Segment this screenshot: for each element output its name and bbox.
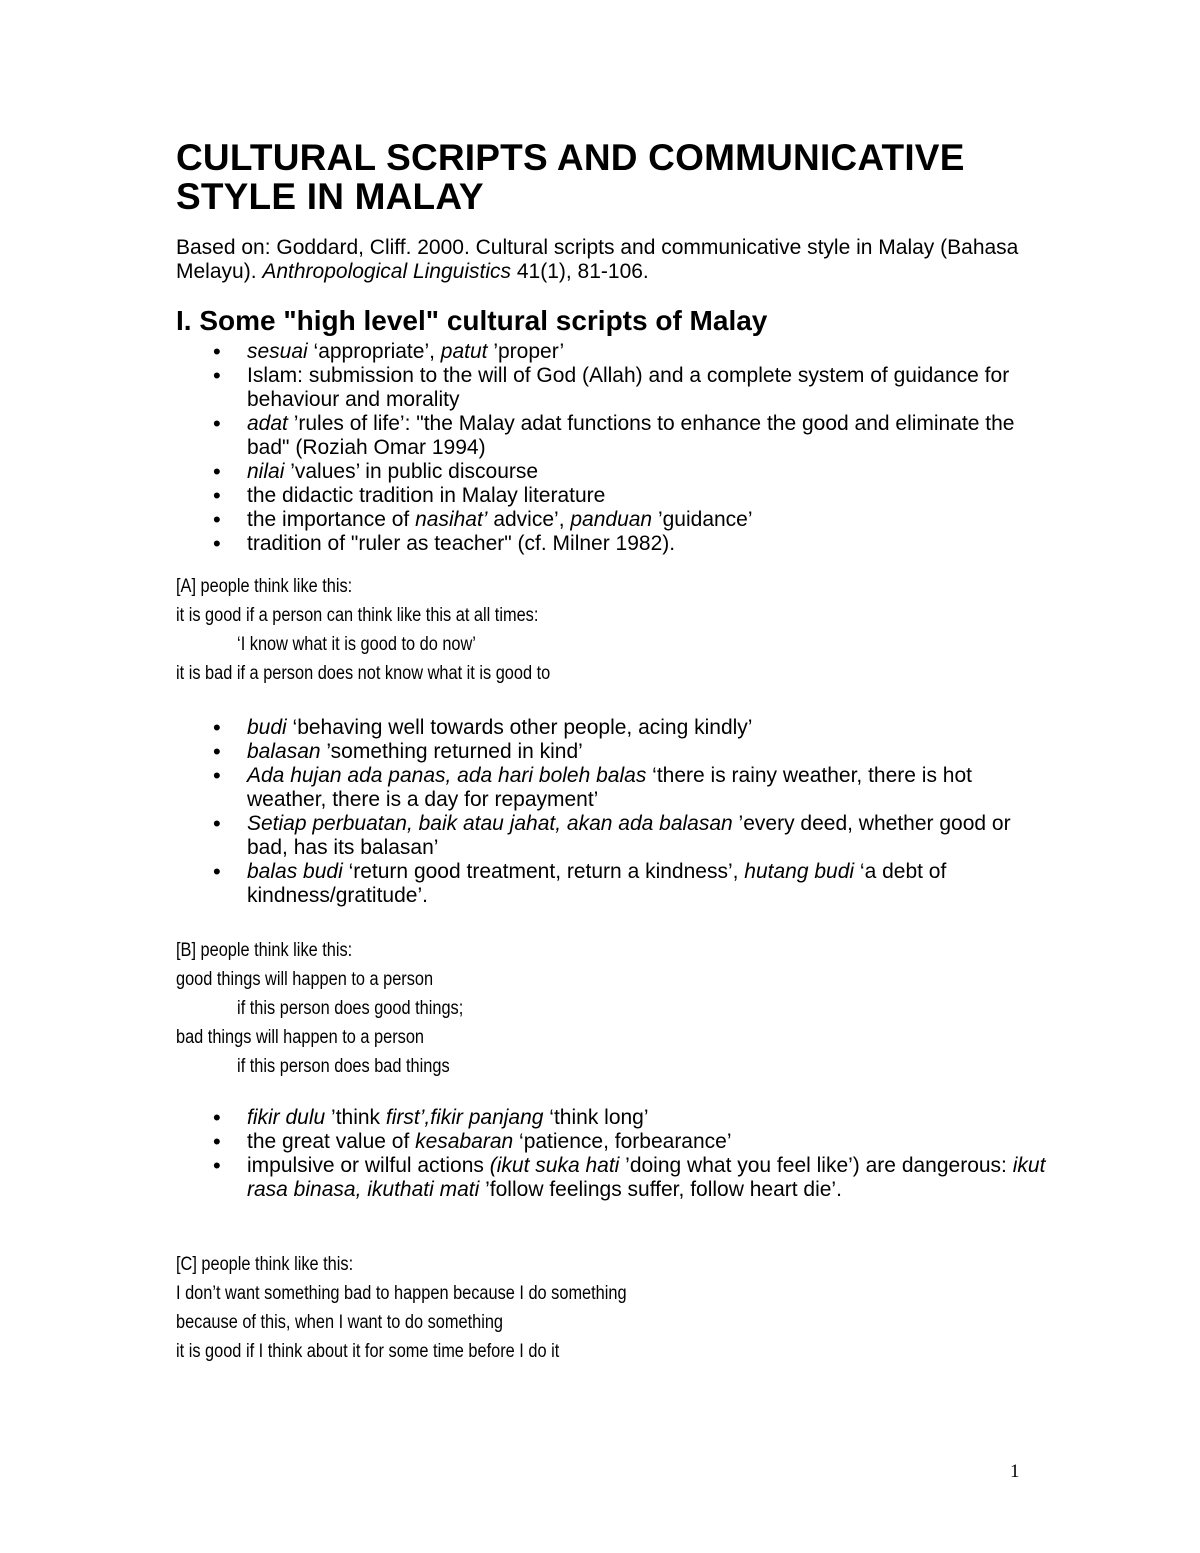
citation-prefix: Based on: Goddard, Cliff. 2000. Cultural scripts and communicative style in Malay (Bahasa Melayu). (176, 236, 1019, 283)
bullet-icon: • (213, 1153, 221, 1178)
bullet-icon: • (213, 459, 221, 484)
script-line: I don’t want something bad to happen because I do something (176, 1283, 627, 1304)
list-item-text: tradition of "ruler as teacher" (cf. Milner 1982). (247, 532, 676, 555)
malay-term: ikut rasa binasa, ikuthati mati (247, 1154, 1046, 1201)
list-item (176, 484, 1056, 508)
list-item-text: ’follow feelings suffer, follow heart die’. (479, 1178, 842, 1201)
citation-journal: Anthropological Linguistics (262, 260, 512, 283)
bullet-icon: • (213, 763, 221, 788)
malay-term: balasan (247, 740, 321, 763)
bullet-icon: • (213, 859, 221, 884)
malay-term: patut (440, 340, 488, 363)
bullet-list-fikir (176, 1106, 1056, 1202)
script-line: it is good if a person can think like this at all times: (176, 605, 539, 626)
list-item-text: ’something returned in kind’ (320, 740, 583, 763)
script-line: if this person does bad things (237, 1056, 450, 1077)
page-number: 1 (1010, 1461, 1020, 1482)
list-item (176, 1154, 1056, 1202)
script-c (176, 1250, 933, 1366)
bullet-icon: • (213, 363, 221, 388)
list-item (176, 508, 1056, 532)
script-line: it is bad if a person does not know what it is good to (176, 663, 551, 684)
list-item-text: ‘a debt of kindness/gratitude’. (247, 860, 947, 907)
bullet-icon: • (213, 1129, 221, 1154)
list-item (176, 812, 1056, 860)
list-item-text: the didactic tradition in Malay literature (247, 484, 606, 507)
bullet-icon: • (213, 483, 221, 508)
bullet-icon: • (213, 811, 221, 836)
list-item (176, 340, 1056, 364)
list-item-text: ‘think long’ (543, 1106, 649, 1129)
list-item-text: ’values’ in public discourse (284, 460, 539, 483)
script-line: good things will happen to a person (176, 969, 434, 990)
bullet-icon: • (213, 507, 221, 532)
list-item-text: ’think (325, 1106, 386, 1129)
bullet-icon: • (213, 715, 221, 740)
list-item (176, 1130, 1056, 1154)
bullet-list-budi (176, 716, 1056, 908)
malay-term: first’,fikir panjang (385, 1106, 544, 1129)
malay-term: Setiap perbuatan, baik atau jahat, akan ada balasan (247, 812, 733, 835)
citation (176, 236, 1036, 284)
list-item-text: the great value of (247, 1130, 416, 1153)
list-item (176, 716, 1056, 740)
list-item-text: advice’, (487, 508, 571, 531)
list-item-text: Islam: submission to the will of God (Allah) and a complete system of guidance for behaviour and morality (247, 364, 1010, 411)
malay-term: sesuai (247, 340, 308, 363)
list-item-text: ‘patience, forbearance’ (513, 1130, 732, 1153)
malay-term: kesabaran (415, 1130, 514, 1153)
script-line: if this person does good things; (237, 998, 464, 1019)
list-item (176, 764, 1056, 812)
list-item (176, 860, 1056, 908)
malay-term: Ada hujan ada panas, ada hari boleh balas (247, 764, 647, 787)
script-line: [A] people think like this: (176, 576, 353, 597)
list-item (176, 412, 1056, 460)
bullet-icon: • (213, 1105, 221, 1130)
script-line: ‘I know what it is good to do now’ (237, 634, 476, 655)
bullet-icon: • (213, 531, 221, 556)
script-b (176, 936, 933, 1081)
malay-term: panduan (570, 508, 653, 531)
list-item-text: impulsive or wilful actions (247, 1154, 490, 1177)
list-item (176, 740, 1056, 764)
document-title: CULTURAL SCRIPTS AND COMMUNICATIVE STYLE IN MALAY (176, 137, 965, 217)
list-item-text: ’guidance’ (652, 508, 753, 531)
list-item-text: ‘appropriate’, (307, 340, 441, 363)
list-item (176, 532, 1056, 556)
list-item-text: ’every deed, whether good or bad, has its balasan’ (247, 812, 1011, 859)
bullet-icon: • (213, 339, 221, 364)
script-line: bad things will happen to a person (176, 1027, 425, 1048)
citation-suffix: 41(1), 81-106. (511, 260, 649, 283)
script-line: it is good if I think about it for some time before I do it (176, 1341, 560, 1362)
list-item (176, 1106, 1056, 1130)
script-line: because of this, when I want to do something (176, 1312, 504, 1333)
list-item-text: the importance of (247, 508, 416, 531)
list-item-text: ‘behaving well towards other people, acing kindly’ (286, 716, 753, 739)
script-line: [B] people think like this: (176, 940, 353, 961)
section-heading: I. Some "high level" cultural scripts of Malay (176, 305, 768, 336)
list-item-text: ‘return good treatment, return a kindness’, (342, 860, 745, 883)
malay-term: adat (247, 412, 288, 435)
malay-term: balas budi (247, 860, 343, 883)
malay-term: (ikut suka hati (489, 1154, 620, 1177)
script-a (176, 572, 933, 688)
list-item (176, 364, 1056, 412)
list-item-text: ’doing what you feel like’) are dangerous: (619, 1154, 1013, 1177)
malay-term: nilai (247, 460, 285, 483)
malay-term: nasihat’ (415, 508, 488, 531)
script-line: [C] people think like this: (176, 1254, 354, 1275)
malay-term: fikir dulu (247, 1106, 326, 1129)
list-item-text: ’proper’ (487, 340, 565, 363)
bullet-icon: • (213, 411, 221, 436)
list-item (176, 460, 1056, 484)
list-item-text: ‘there is rainy weather, there is hot weather, there is a day for repayment’ (247, 764, 972, 811)
malay-term: hutang budi (744, 860, 855, 883)
malay-term: budi (247, 716, 287, 739)
bullet-icon: • (213, 739, 221, 764)
list-item-text: ’rules of life’: "the Malay adat functions to enhance the good and eliminate the bad" (Roziah Omar 1994) (247, 412, 1015, 459)
bullet-list-high-level (176, 340, 1056, 556)
